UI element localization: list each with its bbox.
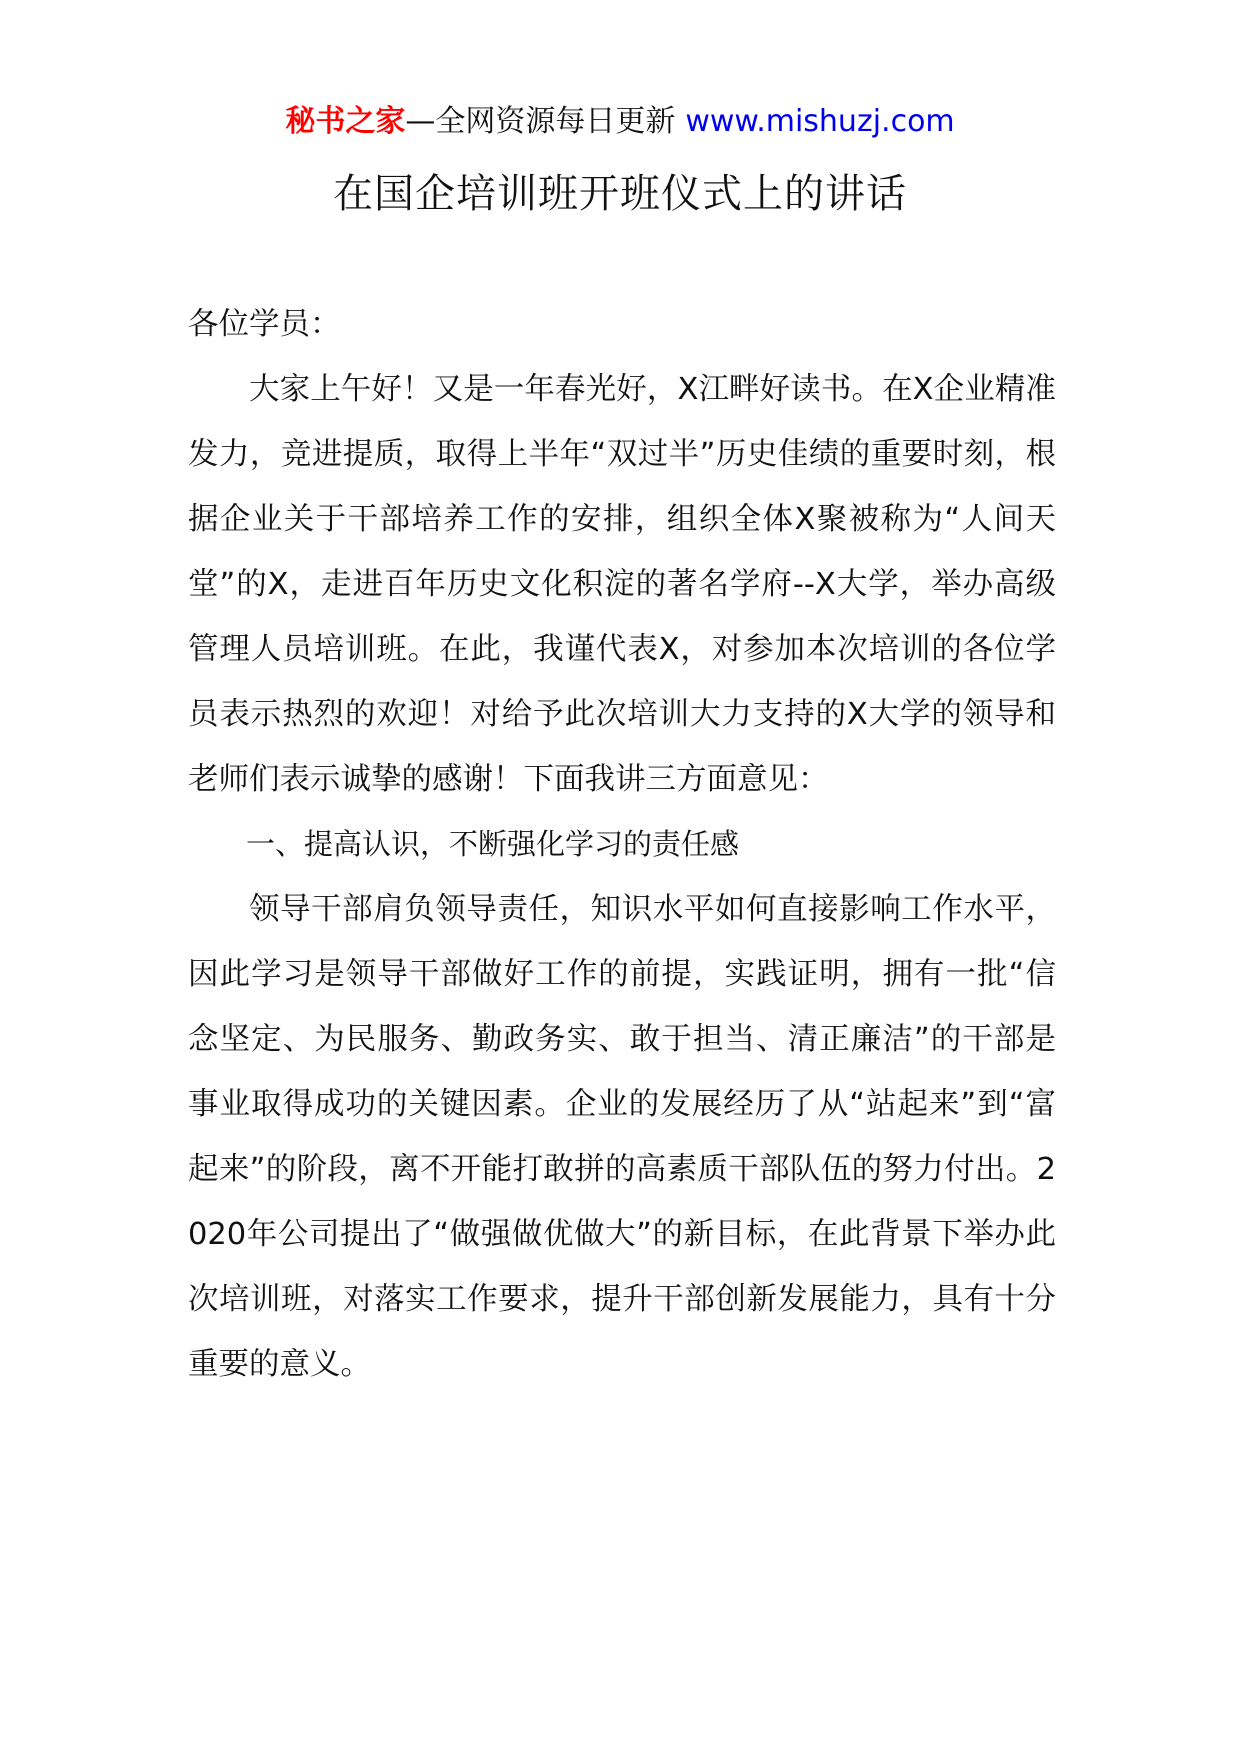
paragraph-section-one: 领导干部肩负领导责任，知识水平如何直接影响工作水平，因此学习是领导干部做好工作的前提，实践证明，拥有一批“信念坚定、为民服务、勤政务实、敢于担当、清正廉洁”的干部是事业取得成功的关键因素。企业的发展经历了从“站起来”到“富起来”的阶段，离不开能打敢拼的高素质干部队伍的努力付出。2020年公司提出了“做强做优做大”的新目标，在此背景下举办此次培训班，对落实工作要求，提升干部创新发展能力，具有十分重要的意义。 — [188, 892, 1056, 1382]
site-header — [0, 100, 1240, 144]
site-tagline: —全网资源每日更新 — [405, 104, 676, 139]
document-title: 在国企培训班开班仪式上的讲话 — [333, 171, 907, 217]
paragraph-opening: 大家上午好！又是一年春光好，X江畔好读书。在X企业精准发力，竞进提质，取得上半年“双过半”历史佳绩的重要时刻，根据企业关于干部培养工作的安排，组织全体X聚被称为“人间天堂”的X，走进百年历史文化积淀的著名学府--X大学，举办高级管理人员培训班。在此，我谨代表X，对参加本次培训的各位学员表示热烈的欢迎！对给予此次培训大力支持的X大学的领导和老师们表示诚挚的感谢！下面我讲三方面意见： — [188, 372, 1056, 797]
site-url-link[interactable]: www.mishuzj.com — [685, 104, 955, 139]
site-brand: 秘书之家 — [285, 104, 406, 139]
section-heading: 一、提高认识，不断强化学习的责任感 — [246, 827, 740, 861]
salutation: 各位学员： — [188, 307, 341, 342]
document-body — [188, 292, 1056, 1397]
